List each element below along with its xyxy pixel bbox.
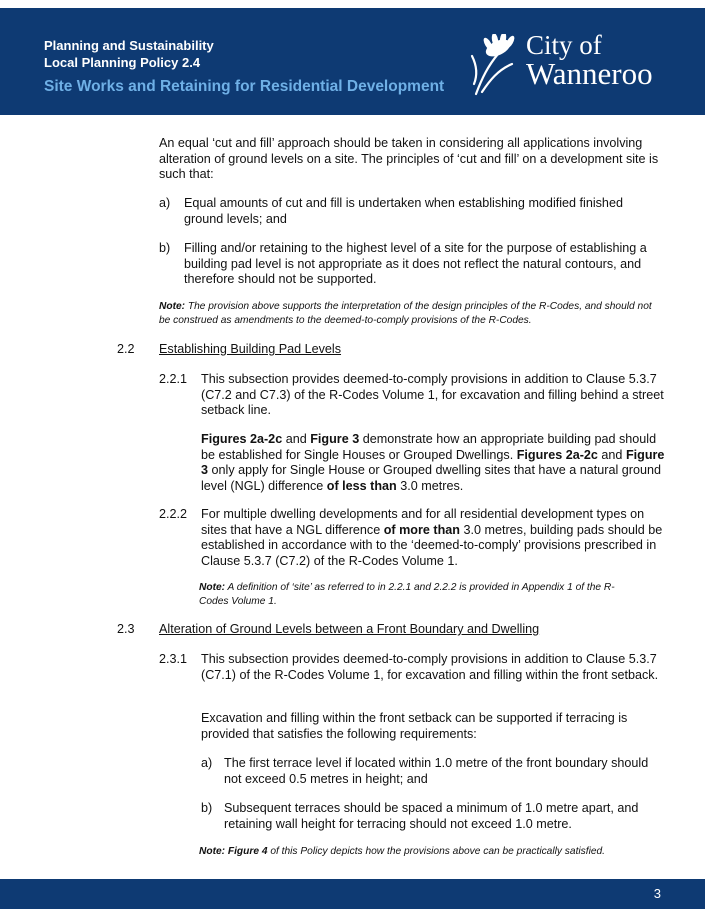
figure-ref: Figure 3 bbox=[310, 432, 360, 446]
intro-item-b-letter: b) bbox=[159, 241, 171, 255]
logo-wanneroo: Wanneroo bbox=[526, 56, 653, 91]
intro-note bbox=[159, 300, 664, 327]
section-2-2-title: Establishing Building Pad Levels bbox=[159, 342, 342, 356]
figure-ref: Figure 3 bbox=[201, 447, 665, 478]
terrace-item-a-letter: a) bbox=[201, 756, 213, 770]
section-2-3-number: 2.3 bbox=[117, 622, 135, 636]
intro-item-a-letter: a) bbox=[159, 196, 171, 210]
clause-2-2-1-figures-paragraph bbox=[201, 432, 666, 494]
clause-2-2-1-number: 2.2.1 bbox=[159, 372, 188, 386]
header-policy-number: Local Planning Policy 2.4 bbox=[44, 55, 201, 70]
section-2-2-note-text: A definition of ‘site’ as referred to in 2.2.1 and 2.2.2 is provided in Appendix 1 of the R-Codes Volume 1. bbox=[199, 582, 615, 607]
clause-2-3-1-text: This subsection provides deemed-to-comply provisions in addition to Clause 5.3.7 (C7.1) of the R-Codes Volume 1, for excavation and filling within the front setback. bbox=[201, 652, 659, 682]
page-header bbox=[0, 8, 705, 115]
header-policy-title: Site Works and Retaining for Residential Development bbox=[44, 78, 445, 95]
clause-2-3-1-number: 2.3.1 bbox=[159, 652, 188, 666]
banksia-logo-icon bbox=[468, 34, 520, 96]
intro-paragraph: An equal ‘cut and fill’ approach should be taken in considering all applications involving alteration of ground levels on a site. The principles of ‘cut and fill’ on a development site is such that: bbox=[159, 136, 659, 182]
text-run: For multiple dwelling developments and for all residential development types on sites that have a NGL difference bbox=[201, 507, 645, 537]
section-2-2-note bbox=[199, 581, 644, 608]
section-2-3-title: Alteration of Ground Levels between a Front Boundary and Dwelling bbox=[159, 622, 540, 636]
text-run: demonstrate how an appropriate building pad should be established for Single Houses or Grouped Dwellings. bbox=[201, 432, 657, 462]
clause-2-2-2-text bbox=[201, 507, 666, 569]
emphasis: of more than bbox=[383, 522, 460, 537]
text-run: 3.0 metres. bbox=[396, 478, 464, 493]
clause-2-3-1-terracing-paragraph: Excavation and filling within the front setback can be supported if terracing is provided that satisfies the following requirements: bbox=[201, 711, 628, 741]
figure-ref: Figures 2a-2c bbox=[201, 432, 283, 446]
header-department: Planning and Sustainability bbox=[44, 38, 214, 53]
page-footer bbox=[0, 879, 705, 909]
text-run: and bbox=[282, 432, 311, 446]
city-logo bbox=[468, 30, 678, 100]
note-label: Note: bbox=[159, 301, 186, 312]
section-2-3-note bbox=[199, 845, 659, 859]
note-label: Note: bbox=[199, 582, 226, 593]
figure-ref: Figures 2a-2c bbox=[516, 447, 598, 462]
note-label: Note: bbox=[199, 846, 226, 857]
terrace-item-b-letter: b) bbox=[201, 801, 213, 815]
text-run: and bbox=[597, 447, 626, 462]
clause-2-2-2-number: 2.2.2 bbox=[159, 507, 188, 521]
intro-item-b-text: Filling and/or retaining to the highest level of a site for the purpose of establishing a building pad level is not appropriate as it does not reflect the natural contours, and therefore should not be supported. bbox=[184, 241, 647, 287]
terrace-item-a-text: The first terrace level if located within 1.0 metre of the front boundary should not exceed 0.5 metres in height; and bbox=[224, 756, 649, 786]
intro-item-a-text: Equal amounts of cut and fill is undertaken when establishing modified finished ground levels; and bbox=[184, 196, 623, 226]
logo-city-of: City of bbox=[526, 30, 602, 60]
section-2-3-note-text: of this Policy depicts how the provisions above can be practically satisfied. bbox=[267, 846, 606, 857]
intro-note-text: The provision above supports the interpretation of the design principles of the R-Codes, and should not be construed as amendments to the deemed-to-comply provisions of the R-Codes. bbox=[159, 301, 652, 326]
clause-2-2-1-text: This subsection provides deemed-to-comply provisions in addition to Clause 5.3.7 (C7.2 and C7.3) of the R-Codes Volume 1, for excavation and filling behind a street setback line. bbox=[201, 372, 664, 418]
section-2-2-number: 2.2 bbox=[117, 342, 135, 356]
text-run: 3.0 metres, building pads should be established in accordance with to the ‘deemed-to-comply’ provisions prescribed in Clause 5.3.7 (C7.2) of the R-Codes Volume 1. bbox=[201, 522, 663, 568]
terrace-item-b-text: Subsequent terraces should be spaced a minimum of 1.0 metre apart, and retaining wall height for terracing should not exceed 1.0 metre. bbox=[224, 801, 639, 831]
page-number: 3 bbox=[653, 886, 661, 901]
text-run: only apply for Single House or Grouped dwelling sites that have a natural ground level (NGL) difference bbox=[201, 463, 661, 493]
figure-4-ref: Figure 4 bbox=[227, 846, 268, 857]
emphasis: of less than bbox=[326, 478, 397, 493]
